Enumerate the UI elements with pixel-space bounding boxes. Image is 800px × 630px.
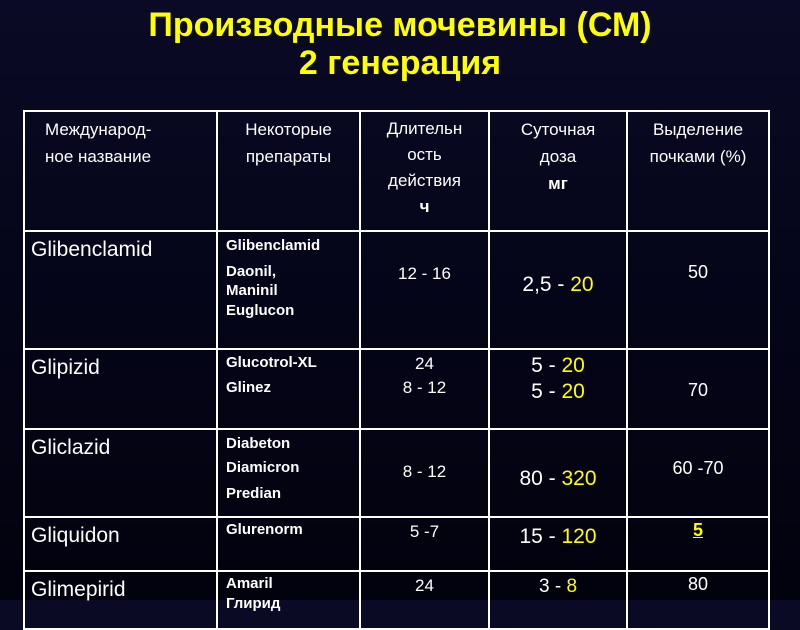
brand-name: Diamicron bbox=[226, 459, 300, 476]
renal-cell bbox=[627, 571, 769, 629]
header-dose-line: доза bbox=[539, 147, 577, 166]
renal-cell bbox=[627, 429, 769, 517]
brand-list bbox=[217, 517, 360, 571]
drug-intl-name: Gliquidon bbox=[24, 517, 217, 571]
dose-cell bbox=[489, 517, 627, 571]
header-intl-name-line: Международ- bbox=[45, 120, 152, 139]
title-line-2: 2 генерация bbox=[298, 44, 502, 82]
duration-value: 24 bbox=[415, 576, 434, 595]
header-intl-name bbox=[24, 111, 217, 231]
renal-value: 80 bbox=[687, 574, 709, 594]
dose-value bbox=[490, 466, 626, 492]
table-row bbox=[24, 231, 769, 349]
renal-cell bbox=[627, 349, 769, 429]
table-row bbox=[24, 429, 769, 517]
header-dose-line: Суточная bbox=[520, 120, 596, 139]
dose-cell bbox=[489, 349, 627, 429]
header-duration-unit: ч bbox=[419, 197, 430, 216]
title-line-1: Производные мочевины (СМ) bbox=[148, 6, 652, 44]
dose-min: 80 - bbox=[519, 467, 562, 490]
renal-value: 5 bbox=[692, 520, 703, 540]
duration-value: 5 -7 bbox=[409, 522, 440, 541]
dose-min: 15 - bbox=[519, 525, 562, 548]
header-row bbox=[24, 111, 769, 231]
duration-cell bbox=[360, 429, 489, 517]
brand-name: Maninil bbox=[226, 282, 278, 299]
brand-name: Amaril bbox=[226, 575, 273, 592]
duration-cell bbox=[360, 517, 489, 571]
table-row bbox=[24, 517, 769, 571]
brand-name: Glurenorm bbox=[226, 521, 303, 538]
brand-list bbox=[217, 429, 360, 517]
dose-min: 2,5 - bbox=[522, 273, 571, 296]
header-drugs bbox=[217, 111, 360, 231]
drug-intl-name: Glimepirid bbox=[24, 571, 217, 629]
duration-cell bbox=[360, 571, 489, 629]
header-dose-unit: мг bbox=[548, 174, 568, 193]
slide-title bbox=[0, 6, 800, 82]
brand-name: Euglucon bbox=[226, 302, 295, 319]
drug-intl-name: Gliclazid bbox=[24, 429, 217, 517]
dose-max: 20 bbox=[570, 273, 594, 296]
brand-list bbox=[217, 571, 360, 629]
dose-min: 5 - bbox=[531, 354, 562, 377]
duration-value: 24 bbox=[415, 354, 434, 373]
header-drugs-line: Некоторые bbox=[245, 120, 332, 139]
dose-min: 5 - bbox=[531, 380, 562, 403]
dose-cell bbox=[489, 231, 627, 349]
dose-max: 20 bbox=[561, 380, 585, 403]
header-duration-line: ость bbox=[407, 145, 442, 164]
header-renal-line: почками (%) bbox=[649, 147, 747, 166]
dose-max: 20 bbox=[561, 354, 585, 377]
sulfonylurea-table bbox=[23, 110, 770, 630]
brand-list bbox=[217, 231, 360, 349]
drug-intl-name: Glibenclamid bbox=[24, 231, 217, 349]
renal-cell bbox=[627, 231, 769, 349]
dose-value bbox=[490, 353, 626, 379]
dose-min: 3 - bbox=[538, 576, 567, 597]
brand-name: Diabeton bbox=[226, 435, 291, 452]
brand-name: Daonil, bbox=[226, 263, 277, 280]
table-row bbox=[24, 349, 769, 429]
table-row bbox=[24, 571, 769, 629]
drug-intl-name: Glipizid bbox=[24, 349, 217, 429]
header-intl-name-line: ное название bbox=[45, 147, 152, 166]
header-daily-dose bbox=[489, 111, 627, 231]
header-duration bbox=[360, 111, 489, 231]
header-duration-line: действия bbox=[388, 171, 461, 190]
duration-value: 8 - 12 bbox=[402, 378, 447, 397]
brand-name: Predian bbox=[226, 485, 282, 502]
dose-max: 120 bbox=[561, 525, 597, 548]
brand-name: Glibenclamid bbox=[226, 237, 321, 254]
brand-name: Glinez bbox=[226, 379, 272, 396]
dose-value bbox=[490, 524, 626, 550]
duration-cell bbox=[360, 231, 489, 349]
renal-cell bbox=[627, 517, 769, 571]
duration-value: 12 - 16 bbox=[398, 264, 451, 283]
header-duration-line: Длительн bbox=[386, 119, 463, 138]
duration-cell bbox=[360, 349, 489, 429]
renal-value: 50 bbox=[687, 262, 709, 282]
brand-name: Glucotrol-XL bbox=[226, 354, 317, 371]
dose-max: 8 bbox=[566, 576, 578, 597]
duration-value: 8 - 12 bbox=[402, 462, 447, 481]
dose-value bbox=[490, 379, 626, 405]
dose-value bbox=[490, 272, 626, 298]
dose-cell bbox=[489, 571, 627, 629]
brand-list bbox=[217, 349, 360, 429]
header-renal-line: Выделение bbox=[652, 120, 744, 139]
renal-value: 70 bbox=[687, 380, 709, 400]
dose-max: 320 bbox=[561, 467, 597, 490]
dose-cell bbox=[489, 429, 627, 517]
renal-value: 60 -70 bbox=[672, 458, 724, 478]
dose-value bbox=[490, 574, 626, 600]
header-renal bbox=[627, 111, 769, 231]
brand-name: Глирид bbox=[226, 595, 281, 612]
header-drugs-line: препараты bbox=[245, 147, 332, 166]
